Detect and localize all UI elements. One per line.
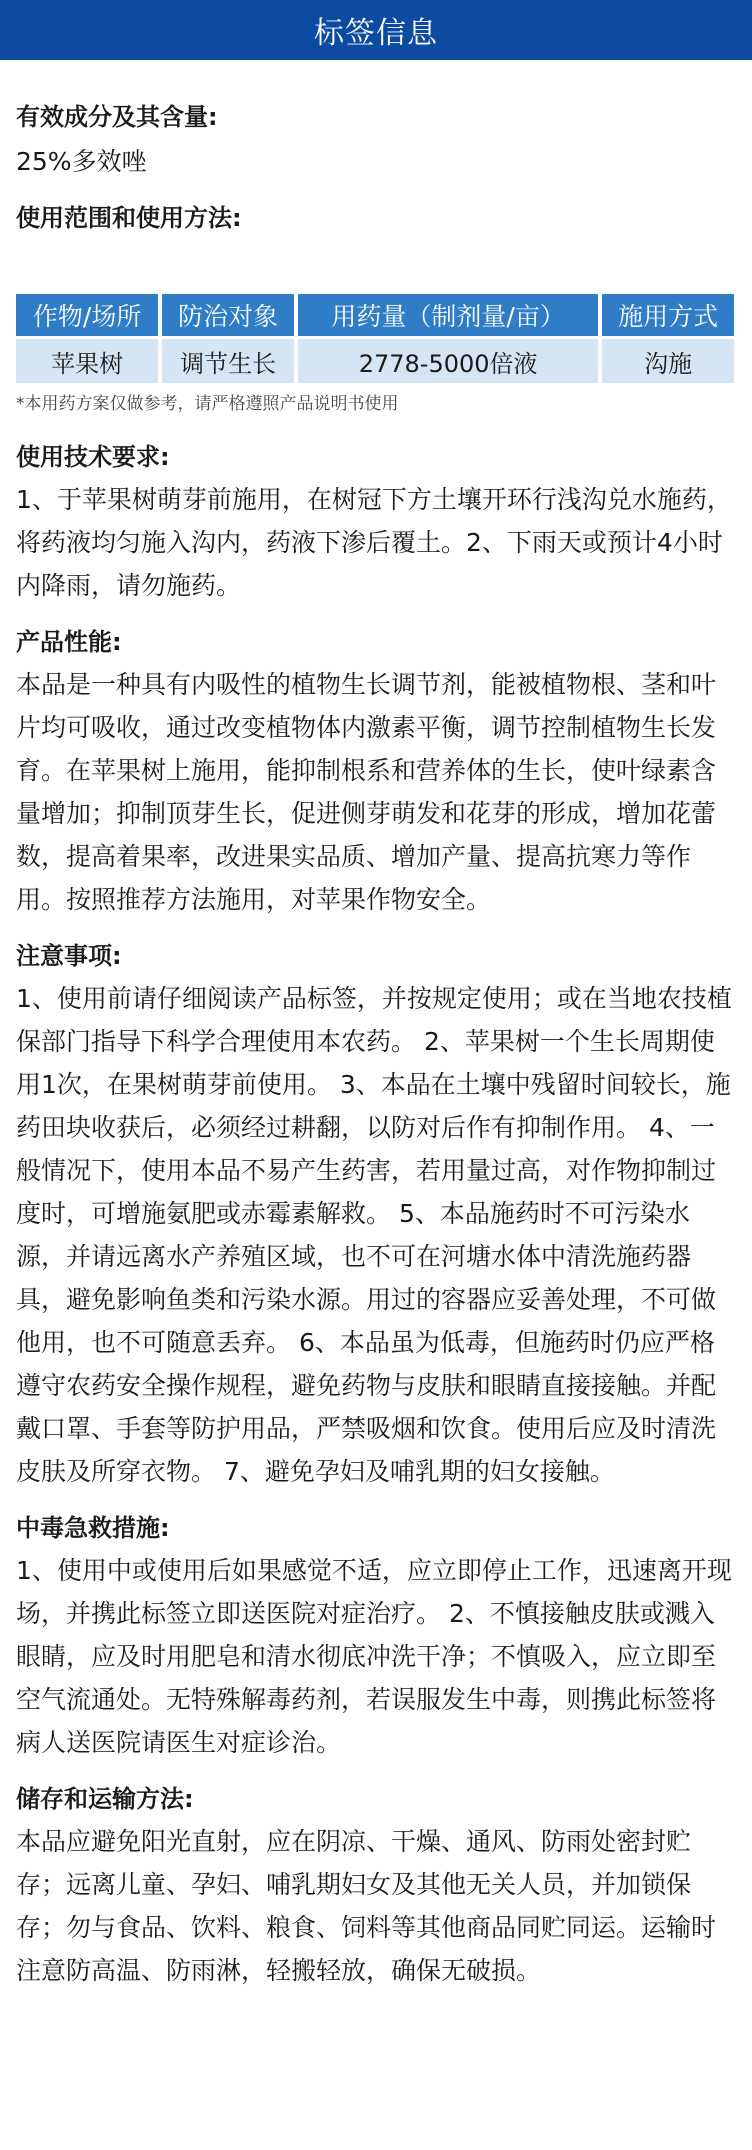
column-header-method: 施用方式 xyxy=(602,294,734,336)
table-note: *本用药方案仅做参考，请严格遵照产品说明书使用 xyxy=(16,394,399,414)
usage-table-wrap xyxy=(16,291,734,386)
section-title: 产品性能: xyxy=(16,628,122,656)
table-header-row xyxy=(16,294,734,336)
section-firstaid xyxy=(16,1511,734,1764)
section-usage xyxy=(16,201,734,416)
section-ingredient xyxy=(16,100,734,183)
section-notice xyxy=(16,939,734,1493)
section-tech xyxy=(16,440,734,607)
column-header-crop: 作物/场所 xyxy=(16,294,158,336)
section-body: 1、于苹果树萌芽前施用，在树冠下方土壤开环行浅沟兑水施药，将药液均匀施入沟内，药液下渗后覆土。2、下雨天或预计4小时内降雨，请勿施药。 xyxy=(16,485,732,600)
section-title: 注意事项: xyxy=(16,942,122,970)
label-content xyxy=(0,100,752,1992)
table-row xyxy=(16,339,734,383)
section-title: 使用范围和使用方法: xyxy=(16,204,242,232)
page-title: 标签信息 xyxy=(314,16,438,51)
column-header-dosage: 用药量（制剂量/亩） xyxy=(298,294,598,336)
cell-target: 调节生长 xyxy=(162,339,294,383)
section-body: 1、使用前请仔细阅读产品标签，并按规定使用；或在当地农技植保部门指导下科学合理使用本农药。 2、苹果树一个生长周期使用1次，在果树萌芽前使用。 3、本品在土壤中残留时间较长，施药田块收获后，必须经过耕翻，以防对后作有抑制作用。 4、一般情况下，使用本品不易产生药害，若用量过高，对作物抑制过度时，可增施氨肥或赤霉素解救。 5、本品施药时不可污染水源，并请远离水产养殖区域，也不可在河塘水体中清洗施药器具，避免影响鱼类和污染水源。用过的容器应妥善处理，不可做他用，也不可随意丢弃。 6、本品虽为低毒，但施药时仍应严格遵守农药安全操作规程，避免药物与皮肤和眼睛直接接触。并配戴口罩、手套等防护用品，严禁吸烟和饮食。使用后应及时清洗皮肤及所穿衣物。 7、避免孕妇及哺乳期的妇女接触。 xyxy=(16,984,732,1486)
section-storage xyxy=(16,1782,734,1992)
section-body: 本品应避免阳光直射，应在阴凉、干燥、通风、防雨处密封贮存；远离儿童、孕妇、哺乳期妇女及其他无关人员，并加锁保存；勿与食品、饮料、粮食、饲料等其他商品同贮同运。运输时注意防高温、防雨淋，轻搬轻放，确保无破损。 xyxy=(16,1827,717,1985)
usage-table xyxy=(12,291,738,386)
section-title: 储存和运输方法: xyxy=(16,1785,194,1813)
section-body: 1、使用中或使用后如果感觉不适，应立即停止工作，迅速离开现场，并携此标签立即送医院对症治疗。 2、不慎接触皮肤或溅入眼睛，应及时用肥皂和清水彻底冲洗干净；不慎吸入，应立即至空气流通处。无特殊解毒药剂，若误服发生中毒，则携此标签将病人送医院请医生对症诊治。 xyxy=(16,1556,732,1757)
page-header xyxy=(0,0,752,60)
column-header-target: 防治对象 xyxy=(162,294,294,336)
ingredient-value: 25%多效唑 xyxy=(16,147,147,176)
cell-method: 沟施 xyxy=(602,339,734,383)
section-title: 使用技术要求: xyxy=(16,443,170,471)
cell-crop: 苹果树 xyxy=(16,339,158,383)
cell-dosage: 2778-5000倍液 xyxy=(298,339,598,383)
section-title: 中毒急救措施: xyxy=(16,1514,170,1542)
section-body: 本品是一种具有内吸性的植物生长调节剂，能被植物根、茎和叶片均可吸收，通过改变植物体内激素平衡，调节控制植物生长发育。在苹果树上施用，能抑制根系和营养体的生长，使叶绿素含量增加；抑制顶芽生长，促进侧芽萌发和花芽的形成，增加花蕾数，提高着果率，改进果实品质、增加产量、提高抗寒力等作用。按照推荐方法施用，对苹果作物安全。 xyxy=(16,670,717,914)
section-performance xyxy=(16,625,734,921)
section-title: 有效成分及其含量: xyxy=(16,103,218,131)
